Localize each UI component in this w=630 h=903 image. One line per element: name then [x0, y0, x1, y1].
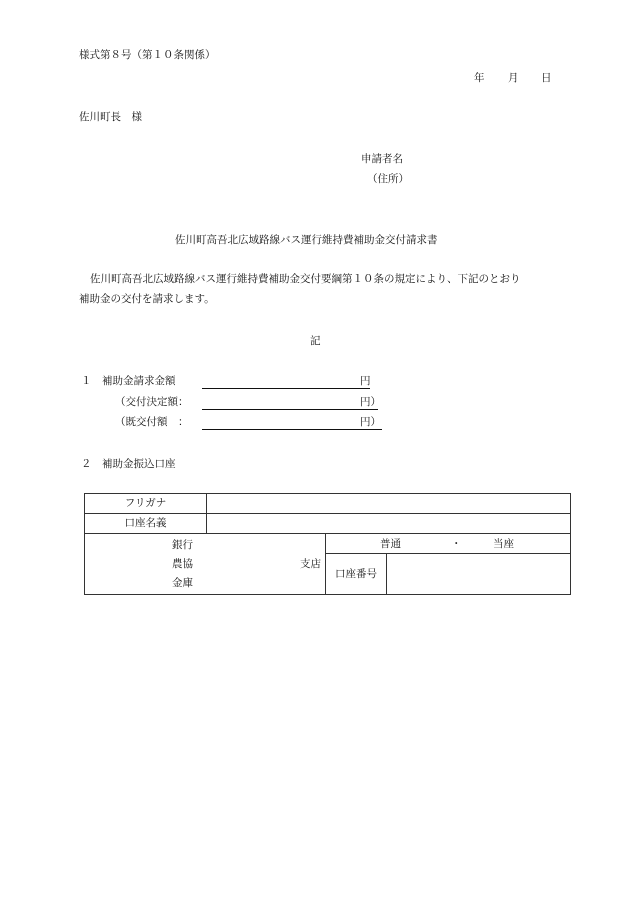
already-amount-yen: 円） [360, 416, 381, 428]
body-text-line-1: 佐川町高吾北広域路線バス運行維持費補助金交付要綱第１０条の規定により、下記のとおり [90, 273, 521, 285]
separator-dot: ・ [451, 538, 462, 550]
applicant-address-label: （住所） [367, 173, 409, 185]
account-table [84, 493, 571, 595]
body-text-line-2: 補助金の交付を請求します。 [79, 293, 215, 305]
furigana-row [85, 494, 571, 514]
applicant-name-label: 申請者名 [361, 153, 403, 165]
section2-number: ２ [81, 458, 92, 470]
section2-label: 補助金振込口座 [102, 458, 176, 470]
bank-label: 銀行 [172, 539, 193, 551]
nokyo-label: 農協 [172, 558, 193, 570]
form-number: 様式第８号（第１０条関係） [79, 49, 216, 61]
account-name-label: 口座名義 [85, 514, 207, 534]
request-amount-line [202, 388, 370, 389]
ki-label: 記 [310, 335, 321, 347]
branch-label: 支店 [300, 558, 321, 570]
decided-amount-yen: 円） [360, 396, 381, 408]
account-name-field[interactable] [207, 514, 571, 534]
account-number-label: 口座番号 [326, 554, 387, 595]
futsu-label: 普通 [380, 538, 401, 550]
kinko-label: 金庫 [172, 577, 193, 589]
account-name-row [85, 514, 571, 534]
bank-row [85, 534, 571, 554]
date-year-label: 年 [474, 72, 485, 84]
document-title: 佐川町高吾北広域路線バス運行維持費補助金交付請求書 [175, 234, 438, 246]
account-type-cell[interactable] [326, 534, 571, 554]
account-number-field[interactable] [387, 554, 571, 595]
furigana-field[interactable] [207, 494, 571, 514]
section1-number: １ [81, 375, 92, 387]
request-amount-yen: 円 [360, 375, 371, 387]
furigana-label: フリガナ [85, 494, 207, 514]
bank-field[interactable] [85, 534, 326, 595]
already-amount-line [202, 429, 382, 430]
toza-label: 当座 [493, 538, 514, 550]
date-day-label: 日 [541, 72, 552, 84]
section1-label: 補助金請求金額 [102, 375, 176, 387]
decided-amount-label: （交付決定額： [115, 396, 189, 408]
date-month-label: 月 [508, 72, 519, 84]
already-amount-label: （既交付額 ： [115, 416, 189, 428]
decided-amount-line [202, 409, 378, 410]
addressee: 佐川町長 様 [79, 111, 142, 123]
